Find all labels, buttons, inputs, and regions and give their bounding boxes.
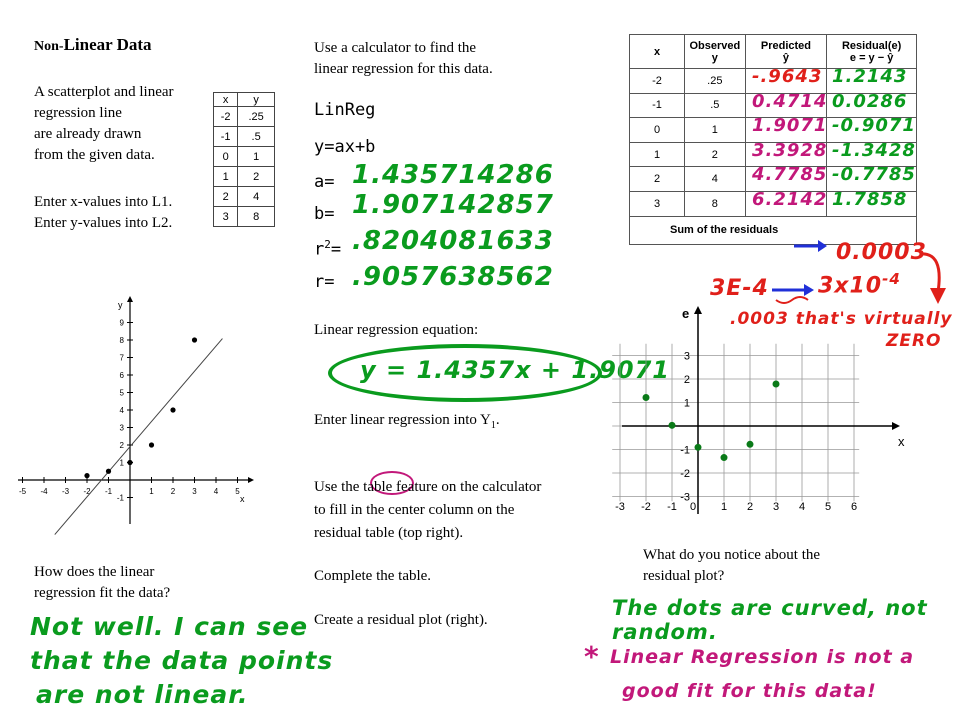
create-plot-text: Create a residual plot (right). (314, 612, 488, 628)
x-tick-label: -3 (61, 487, 70, 496)
cell: 2 (238, 167, 275, 187)
residual-question (643, 545, 820, 587)
complete-table-text: Complete the table. (314, 568, 432, 584)
table-feature-text (314, 476, 541, 545)
arrow-icon (792, 238, 828, 254)
enter-line: Enter x-values into L1. (34, 194, 173, 210)
sci-exp: -4 (882, 270, 901, 288)
instruction-line: Use a calculator to find the (314, 40, 477, 56)
observed-cell: .5 (685, 93, 746, 118)
x-axis-label: x (898, 434, 905, 449)
instruction-line: linear regression for this data. (314, 61, 493, 77)
regression-line (55, 339, 223, 535)
x-tick-label: -1 (104, 487, 113, 496)
x-tick-label: -5 (18, 487, 27, 496)
x-tick-label: 5 (824, 501, 832, 513)
y-tick-label: 2 (119, 441, 124, 450)
predicted-value: 0.4714 (752, 90, 828, 112)
x-axis-arrow (248, 477, 254, 483)
residual-value: 0.0286 (832, 90, 908, 112)
enter-y1-sub: 1 (490, 420, 496, 431)
enter-y1-prefix: Enter linear regression into Y (314, 412, 491, 428)
fit-answer (30, 610, 333, 712)
answer-line: Linear Regression is not a (610, 646, 915, 668)
header-y: y (238, 93, 275, 107)
cell: -1 (214, 127, 238, 147)
y-tick-label: 1 (683, 397, 690, 410)
answer-line: are not linear. (36, 680, 249, 709)
observed-cell: 4 (685, 167, 746, 192)
x-tick-label: 6 (850, 501, 858, 513)
enter-values-text (34, 192, 172, 234)
x-cell: -2 (630, 69, 685, 94)
x-tick-label: -1 (667, 501, 677, 513)
residual-plot-chart (615, 302, 908, 520)
zero-line-1: .0003 that's virtually (730, 309, 953, 329)
residual-value: -0.9071 (832, 115, 916, 137)
answer-line: that the data points (30, 646, 334, 675)
header-predicted (745, 35, 827, 69)
x-tick-label: 3 (192, 487, 197, 496)
a-value: 1.435714286 (352, 160, 554, 190)
r-value: .9057638562 (352, 262, 554, 292)
x-tick-label: -4 (40, 487, 48, 496)
x-cell: 1 (630, 142, 685, 167)
y-tick-label: 3 (683, 350, 690, 363)
title-main: Linear Data (63, 35, 152, 54)
residual-answer-2 (610, 640, 914, 708)
intro-line: are already drawn (34, 126, 142, 142)
curved-arrow-icon (916, 248, 956, 308)
sum-value: 0.0003 (836, 240, 927, 265)
predicted-value: 6.2142 (752, 189, 828, 210)
question-line: residual plot? (643, 568, 725, 584)
sci-base: 3x10 (818, 273, 883, 299)
predicted-value: 1.9071 (752, 115, 828, 137)
cell: 0 (214, 147, 238, 167)
cell: 2 (214, 187, 238, 207)
residual-value: -1.3428 (832, 139, 916, 161)
y-tick-label: -2 (680, 468, 690, 480)
x-tick-label: 4 (798, 501, 806, 513)
xy-data-table (213, 92, 275, 227)
enter-line: Enter y-values into L2. (34, 215, 173, 231)
data-point (127, 460, 132, 465)
y-tick-label: -3 (680, 491, 690, 504)
data-point (84, 473, 89, 478)
x-tick-label: 2 (170, 487, 176, 496)
cell: 1 (238, 147, 275, 167)
r2-value: .8204081633 (352, 226, 554, 256)
calculator-instruction (314, 38, 493, 80)
x-axis-label: x (240, 494, 245, 504)
observed-cell: 2 (685, 142, 746, 167)
r2-sup: 2 (324, 238, 331, 251)
y-tick-label: 5 (119, 388, 124, 398)
y-tick-label: 7 (119, 353, 124, 363)
residual-value: -0.7785 (832, 164, 916, 186)
cell: 1 (214, 167, 238, 187)
y-tick-label: -1 (680, 444, 690, 457)
y-tick-label: 9 (119, 318, 124, 328)
sum-label: Sum of the residuals (670, 224, 779, 237)
r2-label (314, 238, 341, 260)
intro-line: regression line (34, 105, 122, 121)
y-axis-label: e (682, 306, 690, 321)
x-tick-label: 5 (235, 487, 240, 496)
data-point (106, 469, 111, 474)
table-row (214, 127, 275, 147)
y-tick-label: 3 (119, 423, 124, 433)
fit-question (34, 562, 170, 604)
y-axis-arrow (127, 296, 133, 302)
table-line: to fill in the center column on the (314, 502, 515, 518)
observed-cell: 8 (685, 191, 746, 216)
y-tick-label: -1 (116, 493, 124, 503)
residual-point (773, 381, 780, 388)
header-x: x (214, 93, 238, 107)
x-tick-label: 0 (689, 501, 697, 513)
star-icon: * (584, 640, 600, 673)
predicted-value: -.9643 (752, 66, 823, 87)
y-axis-label: y (118, 300, 123, 310)
cell: 4 (238, 187, 275, 207)
residual-value: 1.2143 (832, 66, 908, 87)
y-tick-label: 2 (683, 374, 690, 386)
x-tick-label: 3 (772, 501, 780, 513)
residual-point (721, 454, 728, 461)
x-cell: -1 (630, 93, 685, 118)
x-tick-label: 4 (213, 487, 219, 496)
observed-cell: 1 (685, 118, 746, 143)
data-point (149, 442, 154, 447)
y-axis-arrow (694, 306, 702, 314)
linreg-label: LinReg (314, 100, 376, 120)
table-line: Use the table feature on the calculator (314, 479, 542, 495)
question-line: regression fit the data? (34, 585, 171, 601)
x-cell: 0 (630, 118, 685, 143)
b-value: 1.907142857 (352, 190, 554, 220)
residual-point (643, 394, 650, 401)
linreg-form: y=ax+b (314, 137, 376, 157)
answer-line: Not well. I can see (30, 612, 309, 641)
page-title (34, 34, 152, 57)
residual-value: 1.7858 (832, 189, 908, 210)
header-text: e = y − ŷ (849, 51, 894, 64)
x-tick-label: -3 (615, 501, 625, 513)
header-text: Observed (689, 39, 741, 52)
table-row (214, 207, 275, 227)
predicted-value: 4.7785 (752, 164, 828, 186)
answer-line: good fit for this data! (622, 680, 877, 702)
equation-heading: Linear regression equation: (314, 322, 479, 338)
residual-header-row (630, 35, 917, 69)
residual-point (669, 422, 676, 429)
question-line: How does the linear (34, 564, 155, 580)
regression-equation: y = 1.4357x + 1.9071 (360, 356, 670, 384)
residual-point (747, 441, 754, 448)
table-row (214, 167, 275, 187)
predicted-value: 3.3928 (752, 139, 828, 161)
x-cell: 3 (630, 191, 685, 216)
y-tick-label: 8 (119, 336, 124, 345)
x-tick-label: 1 (720, 501, 728, 513)
header-text: ŷ (782, 51, 789, 64)
header-x (630, 35, 685, 69)
intro-line: A scatterplot and linear (34, 84, 174, 100)
cell: 3 (214, 207, 238, 227)
sci-notation: 3E-4 (710, 276, 769, 301)
residual-answer-1: The dots are curved, not random. (612, 596, 928, 644)
table-header-row (214, 93, 275, 107)
enter-y1-text (314, 410, 500, 436)
header-text: Residual(e) (841, 39, 902, 52)
r-label: r= (314, 272, 335, 292)
table-row (214, 187, 275, 207)
r2-eq: = (330, 239, 342, 260)
header-residual (827, 35, 917, 69)
a-label: a= (314, 172, 335, 192)
x-tick-label: -2 (641, 501, 651, 513)
header-text: y (711, 51, 718, 64)
x-axis-arrow (892, 422, 900, 430)
residual-point (695, 444, 702, 451)
table-row (214, 147, 275, 167)
cell: 8 (238, 207, 275, 227)
y-tick-label: 6 (119, 371, 124, 380)
data-point (192, 337, 197, 342)
cell: .5 (238, 127, 275, 147)
y-tick-label: 4 (119, 406, 124, 415)
data-point (170, 407, 175, 412)
table-line: residual table (top right). (314, 525, 464, 541)
r2-base: r (314, 239, 325, 260)
table-row (214, 107, 275, 127)
header-text: Predicted (760, 39, 812, 52)
header-observed (685, 35, 746, 69)
x-tick-label: 1 (149, 487, 154, 496)
x-tick-label: -2 (83, 487, 91, 496)
x-tick-label: 2 (746, 501, 754, 513)
question-line: What do you notice about the (643, 547, 821, 563)
scatterplot-chart (12, 290, 260, 530)
observed-cell: .25 (685, 69, 746, 94)
cell: -2 (214, 107, 238, 127)
title-prefix: Non- (34, 39, 64, 54)
header-text: x (653, 45, 661, 58)
b-label: b= (314, 204, 335, 224)
cell: .25 (238, 107, 275, 127)
y-tick-label: 1 (119, 458, 124, 468)
zero-line-2: ZERO (886, 331, 942, 351)
sci-result (818, 270, 901, 298)
enter-y1-suffix: . (495, 412, 500, 428)
intro-text (34, 82, 174, 166)
x-cell: 2 (630, 167, 685, 192)
intro-line: from the given data. (34, 147, 155, 163)
